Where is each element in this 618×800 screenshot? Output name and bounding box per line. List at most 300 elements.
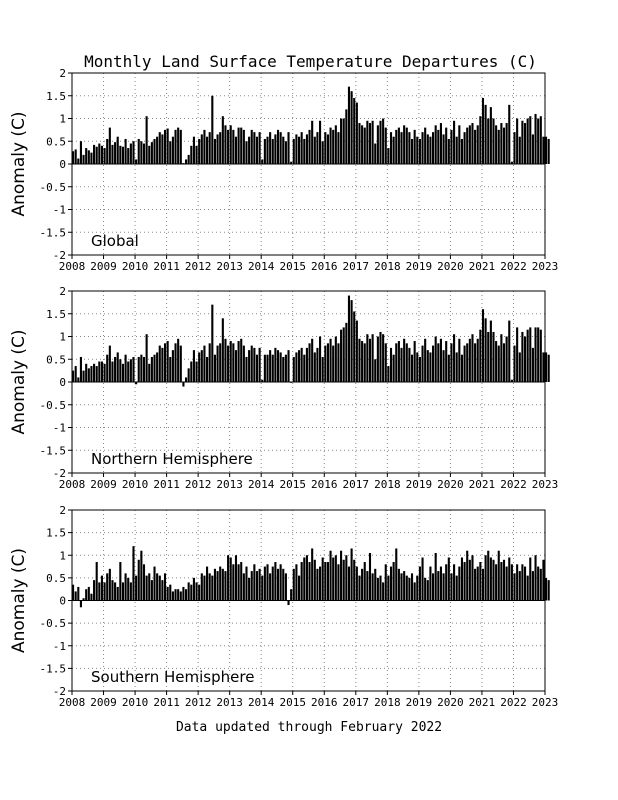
data-bar [138,560,140,601]
data-bar [243,130,245,164]
data-bar [209,573,211,600]
data-bar [421,558,423,601]
data-bar [461,139,463,164]
panel-label: Northern Hemisphere [91,450,253,468]
data-bar [303,355,305,382]
data-bar [395,548,397,600]
data-bar [182,382,184,387]
data-bar [479,330,481,382]
data-bar [127,362,129,382]
data-bar [303,139,305,164]
data-bar [477,339,479,382]
data-bar [143,357,145,382]
data-bar [322,558,324,601]
data-bar [172,137,174,164]
data-bar [146,576,148,601]
data-bar [185,159,187,164]
data-bar [209,343,211,382]
data-bar [458,339,460,382]
data-bar [429,352,431,382]
data-bar [537,567,539,601]
data-bar [140,141,142,164]
data-bar [98,144,100,164]
data-bar [348,567,350,601]
data-bar [77,377,79,382]
data-bar [353,311,355,382]
data-bar [227,346,229,382]
data-bar [542,560,544,601]
data-bar [193,578,195,601]
y-tick-label: -2 [52,467,66,480]
data-bar [177,128,179,164]
data-bar [159,132,161,164]
data-bar [190,362,192,382]
data-bar [456,576,458,601]
y-tick-label: 2 [59,285,66,298]
x-tick-label: 2012 [184,696,212,709]
data-bar [351,300,353,382]
data-bar [135,576,137,601]
data-bar [448,558,450,601]
data-bar [146,116,148,164]
data-bar [214,569,216,601]
data-bar [245,357,247,382]
y-tick-label: 1 [59,549,66,563]
data-bar [277,130,279,164]
data-bar [419,567,421,601]
x-tick-label: 2015 [279,260,306,273]
data-bar [203,130,205,164]
data-bar [529,116,531,164]
data-bar [311,121,313,164]
data-bar [127,148,129,164]
data-bar [474,130,476,164]
y-axis-label: Anomaly (C) [9,329,29,435]
x-tick-label: 2008 [58,696,86,709]
panel-label: Southern Hemisphere [91,668,255,686]
data-bar [450,343,452,382]
y-tick-label: -0.5 [39,398,66,412]
x-tick-label: 2013 [216,696,243,709]
data-bar [224,339,226,382]
data-bar [285,141,287,164]
data-bar [450,130,452,164]
data-bar [169,585,171,601]
data-bar [75,149,77,164]
data-bar [513,573,515,600]
data-bar [164,343,166,382]
x-tick-label: 2017 [342,478,370,491]
y-tick-label: -1.5 [39,444,66,458]
data-bar [419,357,421,382]
data-bar [119,562,121,600]
data-bar [435,553,437,601]
x-tick-label: 2008 [58,478,86,491]
data-bar [261,159,263,164]
x-tick-label: 2020 [437,260,464,273]
data-bar [508,558,510,601]
data-bar [387,576,389,601]
data-bar [256,137,258,164]
data-bar [411,139,413,164]
data-bar [427,350,429,382]
data-bar [117,587,119,601]
data-bar [424,128,426,164]
x-tick-label: 2012 [184,478,212,491]
data-bar [266,564,268,600]
data-bar [111,362,113,382]
chart-panel-2 [9,285,558,491]
data-bar [429,567,431,601]
data-bar [264,139,266,164]
data-bar [482,309,484,382]
data-bar [138,139,140,164]
data-bar [453,334,455,382]
y-tick-label: 0.5 [46,353,66,367]
data-bar [429,137,431,164]
data-bar [490,558,492,601]
data-bar [498,130,500,164]
y-tick-label: -1 [52,421,66,435]
data-bar [285,573,287,600]
y-tick-label: 2 [59,67,66,80]
data-bar [395,343,397,382]
data-bar [277,569,279,601]
data-bar [309,562,311,600]
chart-title: Monthly Land Surface Temperature Departures (C) [84,52,537,71]
data-bar [330,339,332,382]
data-bar [125,139,127,164]
data-bar [335,337,337,383]
data-bar [400,132,402,164]
data-bar [280,564,282,600]
data-bar [414,341,416,382]
data-bar [500,123,502,164]
x-tick-label: 2023 [531,260,559,273]
data-bar [503,560,505,601]
data-bar [456,352,458,382]
data-bar [495,564,497,600]
data-bar [372,334,374,382]
data-bar [500,562,502,600]
data-bar [440,567,442,601]
data-bar [319,337,321,383]
data-bar [219,343,221,382]
data-bar [282,137,284,164]
data-bar [440,123,442,164]
data-bar [174,130,176,164]
data-bar [348,296,350,382]
data-bar [469,339,471,382]
data-bar [253,132,255,164]
data-bar [372,573,374,600]
data-bar [382,119,384,165]
data-bar [416,137,418,164]
data-bar [264,567,266,601]
data-bar [519,352,521,382]
data-bar [85,148,87,164]
data-bar [251,130,253,164]
data-bar [93,580,95,600]
data-bar [161,348,163,382]
data-bar [366,571,368,600]
data-bar [364,343,366,382]
data-bar [369,339,371,382]
data-bar [180,591,182,600]
data-bar [198,585,200,601]
data-bar [193,137,195,164]
data-bar [345,323,347,382]
data-bar [201,350,203,382]
x-tick-label: 2009 [90,696,117,709]
data-bar [156,573,158,600]
data-bar [482,98,484,164]
data-bar [369,553,371,601]
data-bar [432,132,434,164]
data-bar [445,341,447,382]
data-bar [240,128,242,164]
data-bar [188,582,190,600]
data-bar [437,571,439,600]
data-bar [540,330,542,382]
data-bar [206,357,208,382]
x-tick-label: 2018 [374,478,401,491]
data-bar [88,150,90,164]
data-bar [324,562,326,600]
data-bar [532,571,534,600]
data-bar [106,573,108,600]
data-bar [348,87,350,164]
data-bar [251,571,253,600]
data-bar [132,546,134,600]
data-bar [461,355,463,382]
data-bar [153,567,155,601]
data-bar [96,366,98,382]
data-bar [471,123,473,164]
data-bar [495,125,497,164]
data-bar [214,139,216,164]
data-bar [453,564,455,600]
y-tick-label: 0 [59,376,66,389]
data-bar [416,576,418,601]
data-bar [185,589,187,600]
data-bar [280,132,282,164]
data-bar [353,560,355,601]
data-bar [448,139,450,164]
data-bar [464,132,466,164]
y-tick-label: 0.5 [46,571,66,585]
data-bar [524,123,526,164]
x-tick-label: 2021 [468,260,496,273]
x-tick-label: 2008 [58,260,86,273]
data-bar [219,132,221,164]
data-bar [542,137,544,164]
data-bar [161,580,163,600]
data-bar [232,130,234,164]
data-bar [172,350,174,382]
data-bar [314,137,316,164]
data-bar [403,571,405,600]
data-bar [243,573,245,600]
data-bar [440,339,442,382]
data-bar [411,355,413,382]
data-bar [77,159,79,164]
data-bar [327,134,329,164]
data-bar [177,589,179,600]
data-bar [109,346,111,382]
data-bar [314,560,316,601]
x-tick-label: 2021 [468,478,496,491]
data-bar [540,569,542,601]
data-bar [516,119,518,165]
data-bar [534,327,536,382]
data-bar [85,589,87,600]
x-tick-label: 2016 [311,478,338,491]
data-bar [119,359,121,382]
data-bar [327,562,329,600]
data-bar [232,343,234,382]
data-bar [319,121,321,164]
data-bar [182,587,184,601]
y-tick-label: 1.5 [46,89,66,103]
data-bar [301,132,303,164]
data-bar [471,555,473,600]
data-bar [188,155,190,164]
data-bar [169,141,171,164]
data-bar [114,142,116,164]
data-bar [356,103,358,164]
data-bar [393,137,395,164]
data-bar [330,128,332,164]
data-bar [117,137,119,164]
data-bar [306,555,308,600]
data-bar [206,567,208,601]
data-bar [75,591,77,600]
data-bar [521,121,523,164]
data-bar [437,130,439,164]
x-tick-label: 2020 [437,478,464,491]
data-bar [358,339,360,382]
y-tick-label: 1.5 [46,307,66,321]
data-bar [190,585,192,601]
data-bar [435,125,437,164]
data-bar [443,573,445,600]
data-bar [435,337,437,383]
x-tick-label: 2013 [216,478,243,491]
data-bar [222,116,224,164]
data-bar [506,337,508,383]
data-bar [508,105,510,164]
data-bar [119,146,121,164]
data-bar [295,564,297,600]
y-tick-label: -2 [52,249,66,262]
data-bar [414,130,416,164]
data-bar [330,551,332,601]
data-bar [177,339,179,382]
data-bar [358,123,360,164]
data-bar [343,327,345,382]
data-bar [248,578,250,601]
x-tick-label: 2011 [153,696,180,709]
data-bar [222,318,224,382]
data-bar [337,343,339,382]
data-bar [90,366,92,382]
data-bar [188,368,190,382]
data-bar [385,128,387,164]
data-updated-note: Data updated through February 2022 [175,720,443,735]
data-bar [198,352,200,382]
data-bar [506,123,508,164]
data-bar [114,582,116,600]
data-bar [358,576,360,601]
data-bar [259,132,261,164]
data-bar [298,137,300,164]
data-bar [456,137,458,164]
data-bar [230,125,232,164]
data-bar [319,567,321,601]
data-bar [529,327,531,382]
chart-panel-1 [9,52,558,273]
data-bar [259,348,261,382]
data-bar [238,341,240,382]
data-bar [104,364,106,382]
data-bar [269,132,271,164]
data-bar [259,569,261,601]
data-bar [130,582,132,600]
data-bar [324,346,326,382]
data-bar [519,571,521,600]
data-bar [266,355,268,382]
data-bar [185,377,187,382]
data-bar [387,366,389,382]
data-bar [406,576,408,601]
data-bar [203,576,205,601]
data-bar [390,348,392,382]
data-bar [466,128,468,164]
data-bar [161,134,163,164]
x-tick-label: 2017 [342,696,370,709]
data-bar [293,569,295,601]
x-tick-label: 2010 [121,696,149,709]
data-bar [498,551,500,601]
data-bar [374,569,376,601]
data-bar [248,137,250,164]
data-bar [122,364,124,382]
data-bar [227,555,229,600]
y-tick-label: 1 [59,112,66,126]
data-bar [316,569,318,601]
data-bar [75,366,77,382]
data-bar [311,548,313,600]
data-bar [201,573,203,600]
chart-panel-3 [9,504,558,709]
data-bar [167,587,169,601]
data-bar [458,125,460,164]
data-bar [153,355,155,382]
x-tick-label: 2011 [153,260,180,273]
data-bar [235,137,237,164]
data-bar [537,119,539,165]
data-bar [309,343,311,382]
x-tick-label: 2016 [311,260,338,273]
x-tick-label: 2014 [247,260,275,273]
x-tick-label: 2010 [121,260,149,273]
data-bar [174,343,176,382]
data-bar [130,144,132,164]
data-bar [540,116,542,164]
y-tick-label: 0 [59,158,66,171]
data-bar [240,339,242,382]
